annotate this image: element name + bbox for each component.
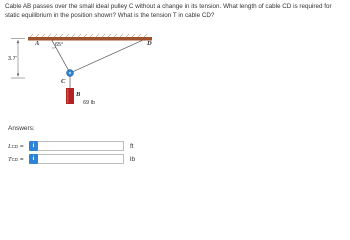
question-text: Cable AB passes over the small ideal pulley C without a change in its tension. What length of cable CD is required for static equilibrium in the position shown? What is the tension T in cable CD? <box>5 3 332 19</box>
lcd-var: L <box>8 142 12 150</box>
lcd-eq: = <box>18 142 24 150</box>
tcd-info-button[interactable]: i <box>29 154 38 164</box>
answer-row-tcd <box>8 153 135 165</box>
ceiling-beam <box>28 37 152 41</box>
lcd-sub: CD <box>11 143 19 149</box>
pulley-hub <box>69 72 71 74</box>
answers-heading: Answers: <box>8 125 35 132</box>
weight-highlight <box>67 89 69 103</box>
dimension-label: 3.7' <box>8 56 17 62</box>
tcd-eq: = <box>18 155 24 163</box>
weight-label: 69 lb <box>83 100 95 106</box>
lcd-info-button[interactable]: i <box>29 141 38 151</box>
tcd-label <box>8 156 29 163</box>
label-a: A <box>35 40 40 47</box>
label-d: D <box>147 40 152 47</box>
tcd-sub: CD <box>11 156 19 162</box>
lcd-label <box>8 143 29 150</box>
tcd-var: T <box>8 155 12 163</box>
cable-cd <box>70 41 142 74</box>
lcd-unit: ft <box>130 142 134 150</box>
answer-row-lcd <box>8 140 134 152</box>
ceiling-hatching <box>30 34 147 37</box>
tcd-unit: lb <box>130 155 136 163</box>
tcd-input[interactable] <box>38 154 124 164</box>
lcd-input[interactable] <box>38 141 124 151</box>
label-b: B <box>76 91 81 98</box>
angle-label: 65° <box>55 42 64 48</box>
label-c: C <box>61 78 66 85</box>
